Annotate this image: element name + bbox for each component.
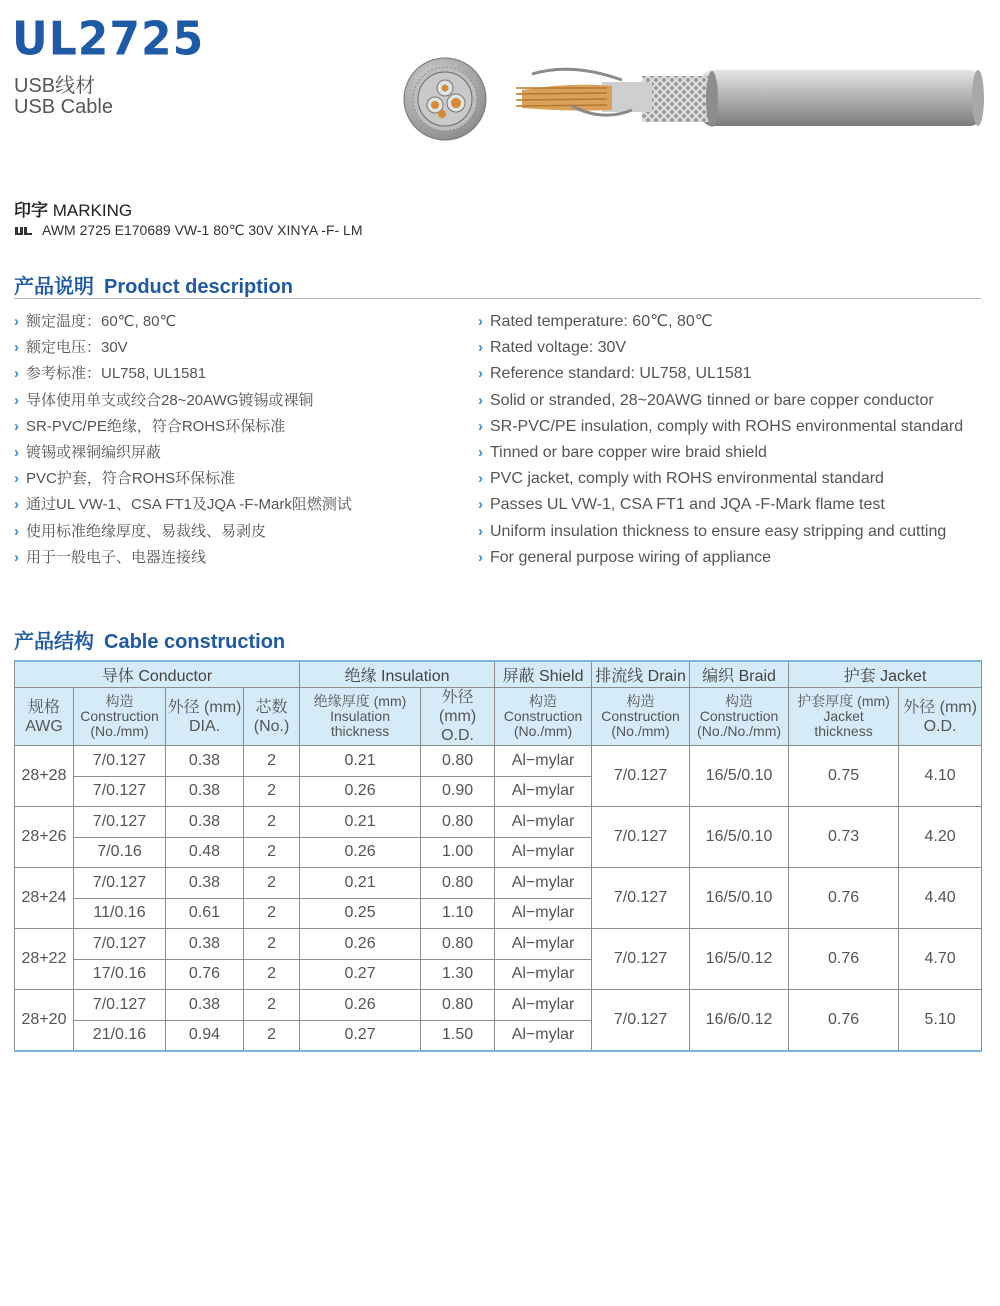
jacket-thickness-cell: 0.73: [789, 807, 899, 868]
conductor-dia-cell: 0.38: [166, 807, 244, 838]
insulation-thickness-cell: 0.21: [300, 807, 421, 838]
column-header-line: AWG: [25, 717, 63, 735]
description-item-text: For general purpose wiring of appliance: [490, 548, 772, 566]
drain-cell: 7/0.127: [592, 929, 690, 990]
awg-cell: 28+26: [15, 807, 74, 868]
column-header-line: 外径 (mm): [903, 698, 977, 716]
description-item-text: PVC jacket, comply with ROHS environmental standard: [490, 470, 884, 488]
column-header-line: 构造: [626, 693, 655, 709]
insulation-thickness-cell: 0.27: [300, 1020, 421, 1051]
shield-cell: Al−mylar: [495, 868, 592, 899]
description-item: [14, 545, 352, 571]
description-item: [478, 335, 963, 361]
table-row: [15, 746, 982, 777]
insulation-od-cell: 0.80: [421, 746, 495, 777]
chevron-right-icon: ›: [478, 417, 483, 435]
column-header-line: 规格: [27, 698, 60, 716]
cores-cell: 2: [244, 990, 300, 1021]
column-header-line: Jacket: [823, 708, 864, 724]
column-header-ins-od: [421, 688, 495, 746]
cores-cell: 2: [244, 929, 300, 960]
conductor-construction-cell: 17/0.16: [74, 959, 166, 990]
braid-cell: 16/5/0.10: [690, 868, 789, 929]
chevron-right-icon: ›: [14, 313, 19, 331]
shield-cell: Al−mylar: [495, 837, 592, 868]
conductor-dia-cell: 0.38: [166, 776, 244, 807]
cable-cross-section-image: [402, 56, 488, 142]
shield-cell: Al−mylar: [495, 807, 592, 838]
marking-title: [14, 196, 132, 221]
conductor-construction-cell: 7/0.127: [74, 746, 166, 777]
table-row: [15, 990, 982, 1021]
column-header-line: 构造: [105, 693, 134, 709]
group-header-jacket: 护套 Jacket: [789, 661, 982, 688]
marking-title-cn: 印字: [14, 201, 48, 220]
insulation-od-cell: 1.30: [421, 959, 495, 990]
description-item-text: 通过UL VW-1、CSA FT1及JQA -F-Mark阻燃测试: [26, 496, 352, 514]
description-item-text: SR-PVC/PE绝缘，符合ROHS环保标准: [26, 417, 286, 435]
description-item: [478, 466, 963, 492]
chevron-right-icon: ›: [14, 391, 19, 409]
jacket-thickness-cell: 0.76: [789, 929, 899, 990]
chevron-right-icon: ›: [478, 339, 483, 357]
conductor-dia-cell: 0.38: [166, 868, 244, 899]
insulation-od-cell: 0.80: [421, 868, 495, 899]
column-header-braid-construction: [690, 688, 789, 746]
cores-cell: 2: [244, 1020, 300, 1051]
description-item-text: Solid or stranded, 28~20AWG tinned or bare copper conductor: [490, 391, 934, 409]
conductor-construction-cell: 11/0.16: [74, 898, 166, 929]
column-header-line: (No.): [253, 717, 290, 735]
insulation-od-cell: 1.50: [421, 1020, 495, 1051]
description-item-text: Tinned or bare copper wire braid shield: [490, 444, 767, 462]
insulation-thickness-cell: 0.26: [300, 837, 421, 868]
column-header-line: Construction: [601, 708, 680, 724]
description-item-text: Rated temperature: 60℃, 80℃: [490, 313, 713, 331]
section-divider: [14, 298, 981, 299]
insulation-thickness-cell: 0.27: [300, 959, 421, 990]
description-item-text: Passes UL VW-1, CSA FT1 and JQA -F-Mark flame test: [490, 496, 885, 514]
insulation-thickness-cell: 0.25: [300, 898, 421, 929]
column-header-jacket-thickness: [789, 688, 899, 746]
description-item-text: Reference standard: UL758, UL1581: [490, 365, 752, 383]
conductor-construction-cell: 7/0.16: [74, 837, 166, 868]
description-item: [14, 414, 352, 440]
column-header-line: Insulation: [330, 708, 390, 724]
cable-construction-heading: [14, 625, 285, 654]
column-header-shield-construction: [495, 688, 592, 746]
marking-line: [14, 222, 363, 239]
cores-cell: 2: [244, 898, 300, 929]
description-item-text: 额定电压：30V: [26, 339, 128, 357]
column-header-line: 构造: [725, 693, 754, 709]
shield-cell: Al−mylar: [495, 929, 592, 960]
column-header-line: Construction: [80, 708, 159, 724]
insulation-thickness-cell: 0.26: [300, 990, 421, 1021]
column-header-awg: [15, 688, 74, 746]
shield-cell: Al−mylar: [495, 776, 592, 807]
column-header-line: (No./mm): [90, 723, 149, 739]
insulation-thickness-cell: 0.26: [300, 776, 421, 807]
chevron-right-icon: ›: [478, 470, 483, 488]
marking-title-en: MARKING: [52, 201, 133, 220]
conductor-construction-cell: 7/0.127: [74, 807, 166, 838]
shield-cell: Al−mylar: [495, 959, 592, 990]
description-item-text: 镀锡或裸铜编织屏蔽: [26, 444, 162, 462]
description-list-en: [478, 309, 963, 571]
column-header-line: O.D.: [923, 717, 957, 735]
description-item: [14, 335, 352, 361]
chevron-right-icon: ›: [14, 470, 19, 488]
column-header-line: DIA.: [188, 717, 221, 735]
description-item: [14, 519, 352, 545]
column-header-cores: [244, 688, 300, 746]
column-header-line: Construction: [699, 708, 779, 724]
marking-text: AWM 2725 E170689 VW-1 80℃ 30V XINYA -F- LM: [42, 222, 363, 238]
group-header-insulation: 绝缘 Insulation: [300, 661, 495, 688]
chevron-right-icon: ›: [14, 444, 19, 462]
awg-cell: 28+28: [15, 746, 74, 807]
braid-cell: 16/6/0.12: [690, 990, 789, 1052]
drain-cell: 7/0.127: [592, 868, 690, 929]
chevron-right-icon: ›: [478, 391, 483, 409]
chevron-right-icon: ›: [478, 548, 483, 566]
description-item-text: Uniform insulation thickness to ensure easy stripping and cutting: [490, 522, 947, 540]
conductor-dia-cell: 0.48: [166, 837, 244, 868]
column-header-line: (No./mm): [513, 723, 573, 739]
cable-construction-heading-cn: 产品结构: [14, 631, 94, 653]
description-item: [14, 440, 352, 466]
cable-construction-heading-en: Cable construction: [104, 631, 286, 653]
jacket-od-cell: 5.10: [899, 990, 982, 1052]
chevron-right-icon: ›: [478, 496, 483, 514]
insulation-od-cell: 0.80: [421, 990, 495, 1021]
chevron-right-icon: ›: [14, 496, 19, 514]
cores-cell: 2: [244, 776, 300, 807]
column-header-ins-thickness: [300, 688, 421, 746]
chevron-right-icon: ›: [478, 365, 483, 383]
column-header-line: (No./No./mm): [697, 723, 782, 739]
jacket-thickness-cell: 0.75: [789, 746, 899, 807]
cable-side-image: [512, 60, 986, 130]
description-item: [478, 545, 963, 571]
description-item: [14, 361, 352, 387]
braid-cell: 16/5/0.10: [690, 807, 789, 868]
insulation-od-cell: 1.10: [421, 898, 495, 929]
conductor-construction-cell: 21/0.16: [74, 1020, 166, 1051]
product-description-heading-cn: 产品说明: [14, 276, 94, 298]
table-row: [15, 929, 982, 960]
product-subtitle-cn: USB线材: [14, 75, 96, 97]
braid-cell: 16/5/0.10: [690, 746, 789, 807]
insulation-thickness-cell: 0.26: [300, 929, 421, 960]
description-list-cn: [14, 309, 352, 571]
chevron-right-icon: ›: [14, 548, 19, 566]
awg-cell: 28+24: [15, 868, 74, 929]
table-row: [15, 868, 982, 899]
drain-cell: 7/0.127: [592, 990, 690, 1052]
product-subtitle-en: USB Cable: [14, 96, 113, 118]
description-item-text: 参考标准：UL758, UL1581: [26, 365, 207, 383]
description-item: [478, 414, 963, 440]
drain-cell: 7/0.127: [592, 807, 690, 868]
insulation-thickness-cell: 0.21: [300, 746, 421, 777]
jacket-od-cell: 4.70: [899, 929, 982, 990]
description-item: [14, 388, 352, 414]
conductor-dia-cell: 0.38: [166, 746, 244, 777]
description-item-text: 用于一般电子、电器连接线: [26, 548, 207, 566]
shield-cell: Al−mylar: [495, 746, 592, 777]
jacket-od-cell: 4.10: [899, 746, 982, 807]
awg-cell: 28+20: [15, 990, 74, 1052]
insulation-od-cell: 0.90: [421, 776, 495, 807]
description-item-text: PVC护套，符合ROHS环保标准: [26, 470, 236, 488]
chevron-right-icon: ›: [14, 339, 19, 357]
column-header-line: thickness: [330, 723, 390, 739]
conductor-dia-cell: 0.38: [166, 990, 244, 1021]
column-header-cond-construction: [74, 688, 166, 746]
column-header-jacket-od: [899, 688, 982, 746]
shield-cell: Al−mylar: [495, 990, 592, 1021]
description-item: [478, 309, 963, 335]
shield-cell: Al−mylar: [495, 898, 592, 929]
braid-cell: 16/5/0.12: [690, 929, 789, 990]
chevron-right-icon: ›: [478, 313, 483, 331]
cores-cell: 2: [244, 807, 300, 838]
column-header-line: 芯数: [255, 698, 288, 716]
cores-cell: 2: [244, 837, 300, 868]
jacket-od-cell: 4.40: [899, 868, 982, 929]
insulation-od-cell: 0.80: [421, 807, 495, 838]
column-header-line: O.D.: [441, 727, 474, 744]
conductor-construction-cell: 7/0.127: [74, 868, 166, 899]
conductor-dia-cell: 0.94: [166, 1020, 244, 1051]
product-description-heading: [14, 270, 293, 299]
conductor-construction-cell: 7/0.127: [74, 990, 166, 1021]
description-item-text: 额定温度：60℃, 80℃: [26, 313, 177, 331]
column-header-line: 外径 (mm): [167, 698, 242, 716]
column-header-line: Construction: [503, 708, 583, 724]
column-header-line: (No./mm): [611, 723, 670, 739]
column-header-line: 绝缘厚度 (mm): [313, 693, 407, 709]
conductor-dia-cell: 0.38: [166, 929, 244, 960]
description-item: [478, 440, 963, 466]
jacket-thickness-cell: 0.76: [789, 990, 899, 1052]
column-header-line: 外径 (mm): [438, 689, 477, 725]
description-item-text: 导体使用单支或绞合28~20AWG镀锡或裸铜: [26, 391, 314, 409]
column-header-line: 构造: [529, 693, 558, 709]
cores-cell: 2: [244, 868, 300, 899]
chevron-right-icon: ›: [478, 522, 483, 540]
cores-cell: 2: [244, 959, 300, 990]
chevron-right-icon: ›: [14, 417, 19, 435]
group-header-braid: 编织 Braid: [690, 661, 789, 688]
description-item-text: 使用标准绝缘厚度、易裁线、易剥皮: [26, 522, 267, 540]
conductor-dia-cell: 0.61: [166, 898, 244, 929]
product-description-heading-en: Product description: [104, 276, 293, 298]
table-row: [15, 807, 982, 838]
conductor-dia-cell: 0.76: [166, 959, 244, 990]
insulation-od-cell: 0.80: [421, 929, 495, 960]
shield-cell: Al−mylar: [495, 1020, 592, 1051]
product-title: UL2725: [12, 12, 205, 67]
description-item-text: Rated voltage: 30V: [490, 339, 627, 357]
description-item: [14, 466, 352, 492]
column-header-line: 护套厚度 (mm): [797, 693, 890, 709]
column-header-cond-dia: [166, 688, 244, 746]
jacket-thickness-cell: 0.76: [789, 868, 899, 929]
jacket-od-cell: 4.20: [899, 807, 982, 868]
awg-cell: 28+22: [15, 929, 74, 990]
chevron-right-icon: ›: [14, 365, 19, 383]
column-header-drain-construction: [592, 688, 690, 746]
insulation-thickness-cell: 0.21: [300, 868, 421, 899]
description-item: [478, 519, 963, 545]
description-item: [478, 361, 963, 387]
description-item: [14, 309, 352, 335]
group-header-conductor: 导体 Conductor: [15, 661, 300, 688]
chevron-right-icon: ›: [478, 444, 483, 462]
description-item: [478, 388, 963, 414]
insulation-od-cell: 1.00: [421, 837, 495, 868]
column-header-line: thickness: [814, 723, 873, 739]
conductor-construction-cell: 7/0.127: [74, 776, 166, 807]
ul-recognized-icon: [14, 225, 34, 237]
cores-cell: 2: [244, 746, 300, 777]
conductor-construction-cell: 7/0.127: [74, 929, 166, 960]
chevron-right-icon: ›: [14, 522, 19, 540]
group-header-drain: 排流线 Drain: [592, 661, 690, 688]
description-item: [478, 492, 963, 518]
group-header-shield: 屏蔽 Shield: [495, 661, 592, 688]
drain-cell: 7/0.127: [592, 746, 690, 807]
description-item-text: SR-PVC/PE insulation, comply with ROHS environmental standard: [490, 417, 964, 435]
cable-construction-table: [14, 660, 982, 1052]
description-item: [14, 492, 352, 518]
